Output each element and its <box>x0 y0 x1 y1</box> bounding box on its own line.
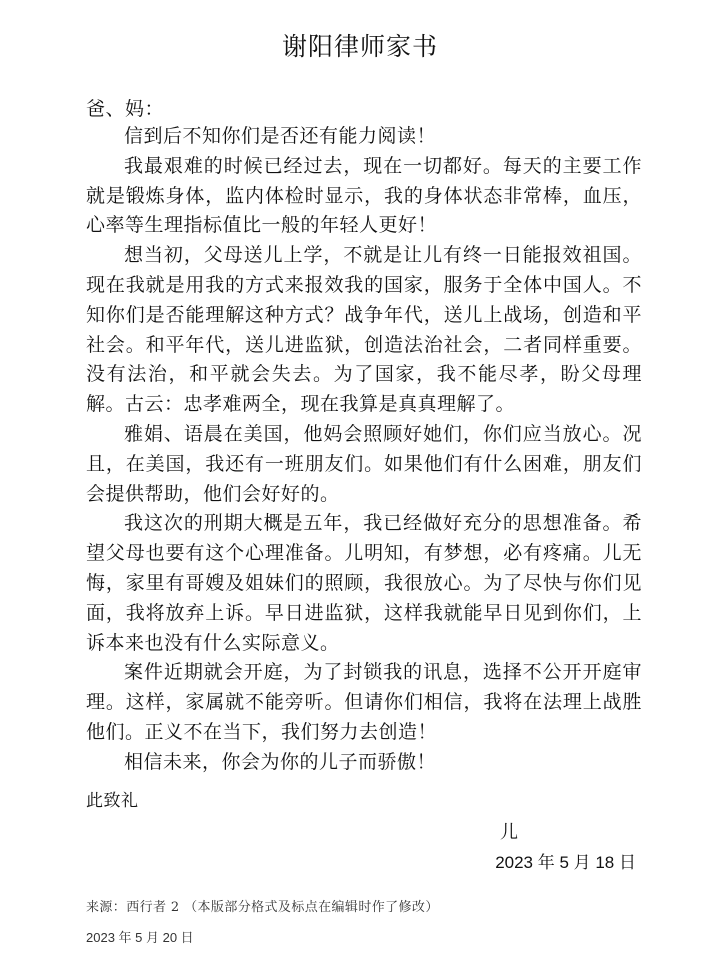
signature-name: 儿 <box>500 822 518 843</box>
letter-body <box>86 122 642 778</box>
published-date: 2023 年 5 月 20 日 <box>86 930 194 945</box>
closing-line: 此致礼 <box>86 791 139 811</box>
salutation: 爸、妈： <box>86 98 165 120</box>
paragraph-6: 案件近期就会开庭，为了封锁我的讯息，选择不公开开庭审理。这样，家属就不能旁听。但请你们相信，我将在法理上战胜他们。正义不在当下，我们努力去创造！ <box>86 661 642 743</box>
paragraph-4: 雅娟、语晨在美国，他妈会照顾好她们，你们应当放心。况且，在美国，我还有一班朋友们。如果他们有什么困难，朋友们会提供帮助，他们会好好的。 <box>86 422 642 505</box>
paragraph-1: 信到后不知你们是否还有能力阅读！ <box>124 125 437 147</box>
page-title: 谢阳律师家书 <box>281 32 438 61</box>
paragraph-2: 我最艰难的时候已经过去，现在一切都好。每天的主要工作就是锻炼身体，监内体检时显示，我的身体状态非常棒，血压，心率等生理指标值比一般的年轻人更好！ <box>86 154 642 237</box>
source-note: 来源：西行者 2 （本版部分格式及标点在编辑时作了修改） <box>86 900 439 915</box>
signature-date: 2023 年 5 月 18 日 <box>495 853 636 872</box>
paragraph-7: 相信未来，你会为你的儿子而骄傲！ <box>124 750 437 773</box>
paragraph-3: 想当初，父母送儿上学，不就是让儿有终一日能报效祖国。现在我就是用我的方式来报效我的国家，服务于全体中国人。不知你们是否能理解这种方式？战争年代，送儿上战场，创造和平社会。和平年代，送儿进监狱，创造法治社会，二者同样重要。没有法治，和平就会失去。为了国家，我不能尽孝，盼父母理解。古云：忠孝难两全，现在我算是真真理解了。 <box>86 244 642 416</box>
paragraph-5: 我这次的刑期大概是五年，我已经做好充分的思想准备。希望父母也要有这个心理准备。儿明知，有梦想，必有疼痛。儿无悔，家里有哥嫂及姐妹们的照顾，我很放心。为了尽快与你们见面，我将放弃上诉。早日进监狱，这样我就能早日见到你们，上诉本来也没有什么实际意义。 <box>86 512 642 654</box>
